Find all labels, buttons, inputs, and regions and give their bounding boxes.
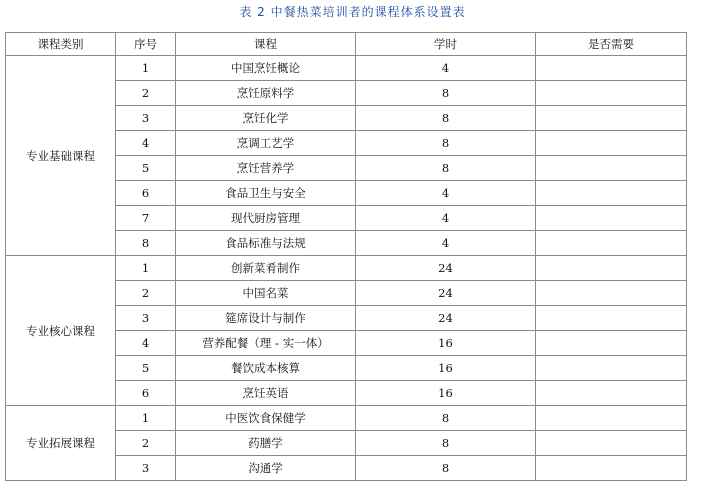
required-cell[interactable] <box>536 156 687 181</box>
seq-cell: 7 <box>116 206 176 231</box>
seq-cell: 6 <box>116 381 176 406</box>
hours-cell: 8 <box>356 456 536 481</box>
header-row <box>6 33 687 56</box>
hours-cell: 8 <box>356 106 536 131</box>
course-cell: 筵席设计与制作 <box>176 306 356 331</box>
course-cell: 中国烹饪概论 <box>176 56 356 81</box>
seq-cell: 6 <box>116 181 176 206</box>
required-cell[interactable] <box>536 406 687 431</box>
hours-cell: 8 <box>356 81 536 106</box>
seq-cell: 2 <box>116 81 176 106</box>
required-cell[interactable] <box>536 56 687 81</box>
seq-cell: 2 <box>116 431 176 456</box>
required-cell[interactable] <box>536 456 687 481</box>
seq-cell: 3 <box>116 456 176 481</box>
required-cell[interactable] <box>536 231 687 256</box>
course-cell: 中国名菜 <box>176 281 356 306</box>
table-row <box>6 406 687 431</box>
course-cell: 营养配餐（理 - 实一体） <box>176 331 356 356</box>
course-cell: 中医饮食保健学 <box>176 406 356 431</box>
required-cell[interactable] <box>536 181 687 206</box>
table-row <box>6 256 687 281</box>
required-cell[interactable] <box>536 281 687 306</box>
required-cell[interactable] <box>536 381 687 406</box>
required-cell[interactable] <box>536 431 687 456</box>
seq-cell: 8 <box>116 231 176 256</box>
required-cell[interactable] <box>536 356 687 381</box>
table-caption: 表 2 中餐热菜培训者的课程体系设置表 <box>239 5 466 19</box>
seq-cell: 1 <box>116 56 176 81</box>
hours-cell: 16 <box>356 356 536 381</box>
header-category: 课程类别 <box>6 33 116 56</box>
table-row <box>6 56 687 81</box>
course-cell: 烹饪营养学 <box>176 156 356 181</box>
hours-cell: 4 <box>356 206 536 231</box>
hours-cell: 16 <box>356 331 536 356</box>
course-cell: 食品标准与法规 <box>176 231 356 256</box>
category-cell-basic: 专业基础课程 <box>6 56 116 256</box>
hours-cell: 4 <box>356 56 536 81</box>
required-cell[interactable] <box>536 206 687 231</box>
course-cell: 创新菜肴制作 <box>176 256 356 281</box>
seq-cell: 4 <box>116 131 176 156</box>
seq-cell: 1 <box>116 406 176 431</box>
seq-cell: 3 <box>116 306 176 331</box>
seq-cell: 5 <box>116 156 176 181</box>
category-cell-extension: 专业拓展课程 <box>6 406 116 481</box>
required-cell[interactable] <box>536 256 687 281</box>
course-cell: 沟通学 <box>176 456 356 481</box>
header-seq: 序号 <box>116 33 176 56</box>
required-cell[interactable] <box>536 331 687 356</box>
course-cell: 烹饪化学 <box>176 106 356 131</box>
hours-cell: 8 <box>356 406 536 431</box>
header-required: 是否需要 <box>536 33 687 56</box>
required-cell[interactable] <box>536 106 687 131</box>
hours-cell: 4 <box>356 231 536 256</box>
course-cell: 烹调工艺学 <box>176 131 356 156</box>
required-cell[interactable] <box>536 306 687 331</box>
course-cell: 现代厨房管理 <box>176 206 356 231</box>
course-cell: 烹饪英语 <box>176 381 356 406</box>
course-cell: 食品卫生与安全 <box>176 181 356 206</box>
hours-cell: 8 <box>356 131 536 156</box>
seq-cell: 5 <box>116 356 176 381</box>
course-cell: 烹饪原料学 <box>176 81 356 106</box>
seq-cell: 1 <box>116 256 176 281</box>
hours-cell: 24 <box>356 256 536 281</box>
hours-cell: 24 <box>356 281 536 306</box>
hours-cell: 4 <box>356 181 536 206</box>
course-table <box>5 32 687 481</box>
course-cell: 药膳学 <box>176 431 356 456</box>
seq-cell: 2 <box>116 281 176 306</box>
hours-cell: 8 <box>356 156 536 181</box>
seq-cell: 3 <box>116 106 176 131</box>
hours-cell: 16 <box>356 381 536 406</box>
hours-cell: 8 <box>356 431 536 456</box>
header-hours: 学时 <box>356 33 536 56</box>
header-course: 课程 <box>176 33 356 56</box>
hours-cell: 24 <box>356 306 536 331</box>
table-body <box>6 56 687 481</box>
category-cell-core: 专业核心课程 <box>6 256 116 406</box>
course-cell: 餐饮成本核算 <box>176 356 356 381</box>
required-cell[interactable] <box>536 81 687 106</box>
required-cell[interactable] <box>536 131 687 156</box>
seq-cell: 4 <box>116 331 176 356</box>
